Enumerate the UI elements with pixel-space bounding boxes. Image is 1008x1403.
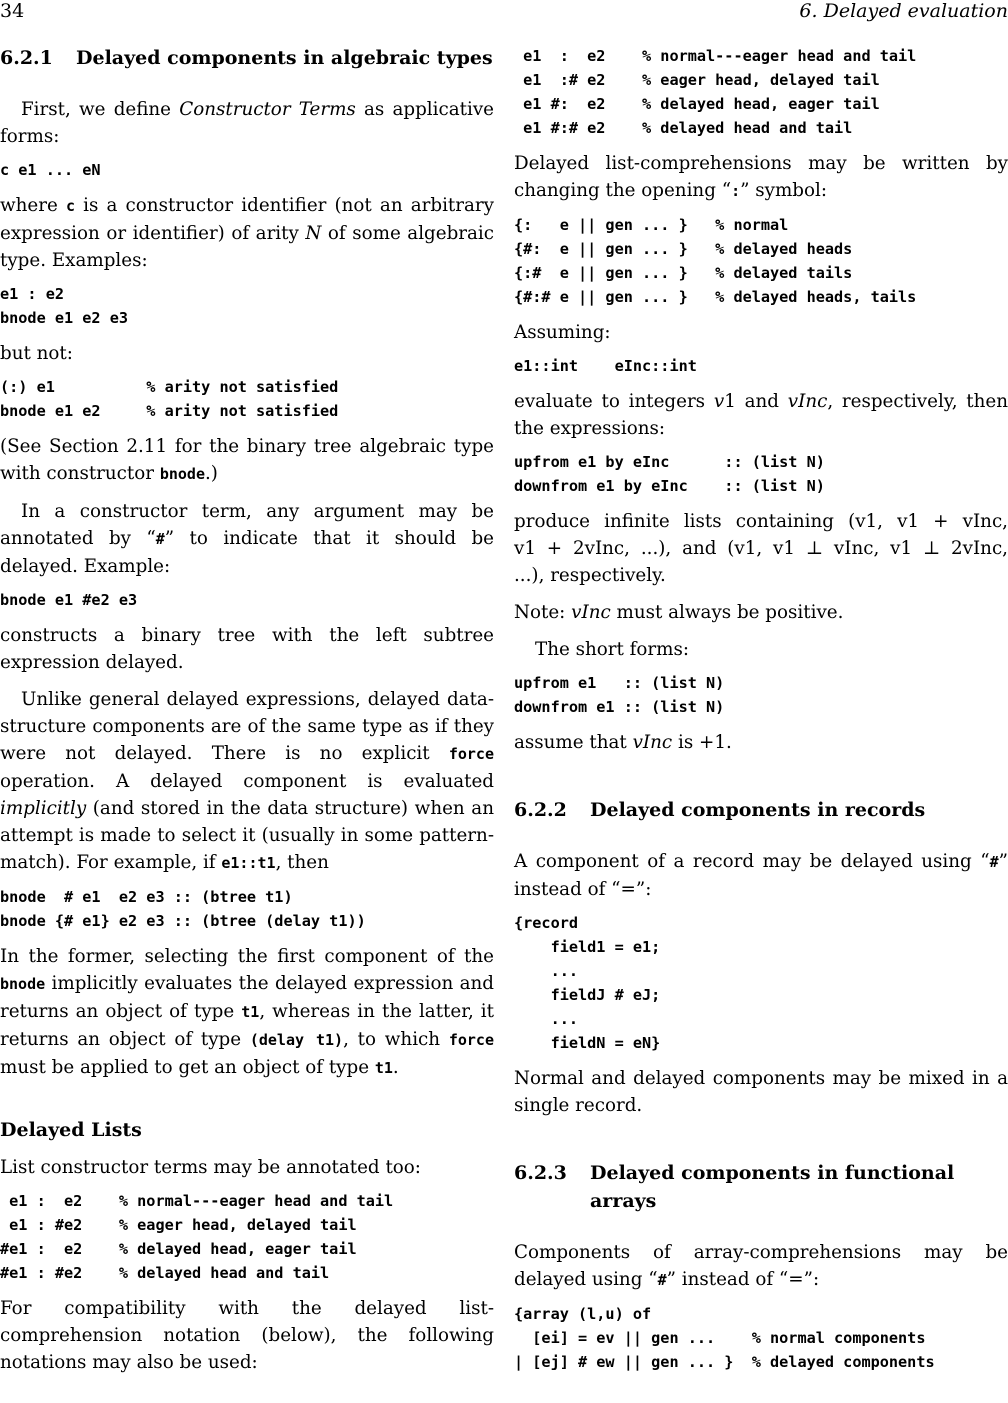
code-block: bnode # e1 e2 e3 :: (btree t1) bnode {# e1} e2 e3 :: (btree (delay t1)) — [0, 888, 366, 930]
code-block: {record field1 = e1; ... fieldJ # eJ; ... fieldN = eN} — [514, 914, 661, 1052]
paragraph: Components of array-comprehensions may be delayed using “#” instead of “=”: — [514, 1242, 1008, 1290]
paragraph: where c is a constructor identifier (not an arbitrary expression or identifier) of arity N of some algebraic type. Examples: — [0, 195, 494, 271]
subheading-delayed-lists: Delayed Lists — [0, 1119, 142, 1141]
code-block: upfrom e1 :: (list N) downfrom e1 :: (list N) — [514, 674, 725, 716]
paragraph: produce infinite lists containing (v1, v1 + vInc, v1 + 2vInc, ...), and (v1, v1 ⊥ vInc, v1 ⊥ 2vInc, ...), respectively. — [514, 511, 1008, 586]
paragraph: evaluate to integers v1 and vInc, respectively, then the expressions: — [514, 391, 1008, 439]
paragraph: The short forms: — [535, 639, 690, 660]
paragraph: Normal and delayed components may be mixed in a single record. — [514, 1068, 1008, 1116]
paragraph: assume that vInc is +1. — [514, 732, 732, 753]
paragraph: For compatibility with the delayed list-comprehension notation (below), the following notations may also be used: — [0, 1298, 494, 1373]
section-heading-6-2-1: 6.2.1 Delayed components in algebraic types — [0, 47, 493, 69]
code-block: c e1 ... eN — [0, 161, 101, 179]
section-heading-6-2-2: 6.2.2 Delayed components in records — [514, 799, 926, 821]
paragraph: Note: vInc must always be positive. — [514, 602, 844, 623]
code-block: e1 : e2 bnode e1 e2 e3 — [0, 285, 129, 327]
running-header: 6. Delayed evaluation — [799, 0, 1008, 22]
left-column — [0, 44, 494, 1376]
paragraph: A component of a record may be delayed using “#” instead of “=”: — [514, 851, 1008, 900]
paragraph: In a constructor term, any argument may be annotated by “#” to indicate that it should be delayed. Example: — [0, 501, 494, 577]
code-block: e1 : e2 % normal---eager head and tail e1 : #e2 % eager head, delayed tail #e1 : e2 % delayed head, eager tail #e1 : #e2 % delayed head and tail — [0, 1192, 394, 1282]
paragraph: List constructor terms may be annotated too: — [0, 1157, 421, 1178]
code-block: e1::int eInc::int — [514, 357, 697, 375]
section-heading-6-2-3: 6.2.3 Delayed components in functional arrays — [514, 1162, 955, 1212]
code-block: (:) e1 % arity not satisfied bnode e1 e2 % arity not satisfied — [0, 378, 339, 420]
right-column — [514, 44, 1008, 1374]
paragraph: (See Section 2.11 for the binary tree algebraic type with constructor bnode.) — [0, 436, 494, 484]
code-block: {array (l,u) of [ei] = ev || gen ... % normal components | [ej] # ew || gen ... } % delayed components — [514, 1305, 935, 1371]
paragraph: constructs a binary tree with the left subtree expression delayed. — [0, 625, 494, 673]
paragraph: Unlike general delayed expressions, delayed data-structure components are of the same type as if they were not delayed. There is no explicit force operation. A delayed component is evaluated implicitly (and stored in the data structure) when an attempt is made to select it (usually in some pattern-match). For example, if e1::t1, then — [0, 689, 494, 873]
paragraph: but not: — [0, 343, 73, 364]
paragraph: In the former, selecting the first component of the bnode implicitly evaluates the delayed expression and returns an object of type t1, whereas in the latter, it returns an object of type (delay t1), to which force must be applied to get an object of type t1. — [0, 946, 494, 1078]
code-block: upfrom e1 by eInc :: (list N) downfrom e1 by eInc :: (list N) — [514, 453, 825, 495]
paragraph: Assuming: — [514, 322, 611, 343]
paragraph: First, we define Constructor Terms as applicative forms: — [0, 99, 494, 147]
code-block: bnode e1 #e2 e3 — [0, 591, 138, 609]
code-block: e1 : e2 % normal---eager head and tail e1 :# e2 % eager head, delayed tail e1 #: e2 % delayed head, eager tail e1 #:# e2 % delayed head and tail — [523, 47, 917, 137]
page-number: 34 — [0, 0, 25, 22]
paragraph: Delayed list-comprehensions may be written by changing the opening “:” symbol: — [514, 153, 1008, 201]
code-block: {: e || gen ... } % normal {#: e || gen ... } % delayed heads {:# e || gen ... } % delayed tails {#:# e || gen ... } % delayed heads, tails — [514, 216, 917, 306]
